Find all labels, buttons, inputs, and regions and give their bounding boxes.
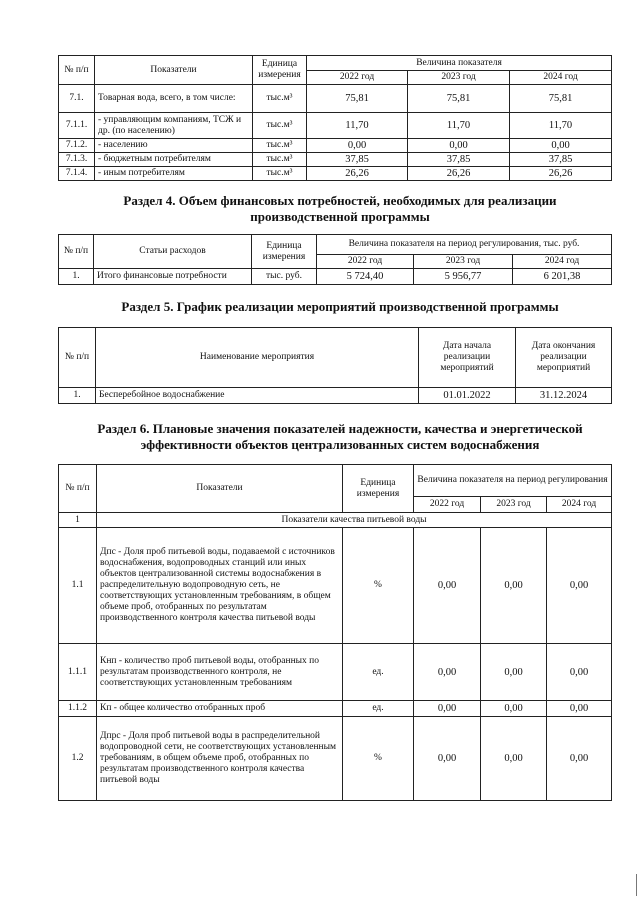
row-unit: тыс.м³ <box>253 85 307 113</box>
row-num: 7.1.2. <box>59 139 95 153</box>
row-value: 75,81 <box>510 85 612 113</box>
row-value: 6 201,38 <box>513 269 612 285</box>
row-unit: ед. <box>343 701 414 717</box>
row-num: 7.1.1. <box>59 113 95 139</box>
table-row <box>59 85 612 113</box>
row-num: 1. <box>59 388 96 404</box>
row-value: 11,70 <box>510 113 612 139</box>
row-name: Итого финансовые потребности <box>94 269 252 285</box>
row-name: Бесперебойное водоснабжение <box>96 388 419 404</box>
row-value: 0,00 <box>414 717 481 801</box>
row-value: 5 956,77 <box>414 269 513 285</box>
row-name: Дпс - Доля проб питьевой воды, подаваемой с источников водоснабжения, водопроводных станций или иных объектов централизованной системы водоснабжения в распределительную водопроводную сеть, не соответствующих установленным требованиям, в общем объеме проб, отобранных по результатам производственного контроля качества питьевой воды <box>97 528 343 644</box>
table-row <box>59 153 612 167</box>
header-value: Величина показателя на период регулирования <box>414 465 612 497</box>
header-year: 2022 год <box>414 497 481 513</box>
row-value: 75,81 <box>307 85 408 113</box>
header-indicator: Показатели <box>95 56 253 85</box>
row-name: Дпрс - Доля проб питьевой воды в распределительной водопроводной сети, не соответствующих установленным требованиям, в общем объеме проб, отобранных по результатам производственного контроля качества питьевой воды <box>97 717 343 801</box>
group-num: 1 <box>59 513 97 528</box>
header-activity: Наименование мероприятия <box>96 328 419 388</box>
header-year: 2022 год <box>317 255 414 269</box>
row-unit: тыс. руб. <box>252 269 317 285</box>
table-row <box>59 701 612 717</box>
section6-title: Раздел 6. Плановые значения показателей надежности, качества и энергетической эффективности объектов централизованных систем водоснабжения <box>97 421 583 452</box>
group-label: Показатели качества питьевой воды <box>97 513 612 528</box>
row-value: 26,26 <box>408 167 510 181</box>
row-value: 5 724,40 <box>317 269 414 285</box>
table-row <box>59 269 612 285</box>
row-num: 1. <box>59 269 94 285</box>
header-value: Величина показателя <box>307 56 612 71</box>
row-num: 1.1.1 <box>59 644 97 701</box>
row-end-date: 31.12.2024 <box>516 388 612 404</box>
row-value: 0,00 <box>510 139 612 153</box>
row-value: 11,70 <box>307 113 408 139</box>
header-value: Величина показателя на период регулирования, тыс. руб. <box>317 235 612 255</box>
group-row <box>59 513 612 528</box>
row-unit: тыс.м³ <box>253 153 307 167</box>
header-unit: Единица измерения <box>253 56 307 85</box>
schedule-table <box>58 327 612 404</box>
row-name: Товарная вода, всего, в том числе: <box>95 85 253 113</box>
row-unit: тыс.м³ <box>253 167 307 181</box>
row-value: 75,81 <box>408 85 510 113</box>
row-num: 1.1.2 <box>59 701 97 717</box>
row-value: 37,85 <box>510 153 612 167</box>
row-name: Кнп - количество проб питьевой воды, отобранных по результатам производственного контроля, не соответствующих установленным требованиям <box>97 644 343 701</box>
row-value: 37,85 <box>408 153 510 167</box>
table-row <box>59 644 612 701</box>
row-value: 26,26 <box>510 167 612 181</box>
header-start-date: Дата начала реализации мероприятий <box>419 328 516 388</box>
row-num: 1.2 <box>59 717 97 801</box>
financial-needs-table <box>58 234 612 285</box>
water-volume-table <box>58 55 612 181</box>
row-value: 0,00 <box>414 701 481 717</box>
row-unit: ед. <box>343 644 414 701</box>
header-year: 2023 год <box>408 71 510 85</box>
header-num: № п/п <box>59 328 96 388</box>
reliability-table <box>58 464 612 801</box>
row-value: 0,00 <box>414 644 481 701</box>
row-value: 0,00 <box>547 528 612 644</box>
header-year: 2024 год <box>547 497 612 513</box>
row-value: 0,00 <box>307 139 408 153</box>
row-num: 7.1.3. <box>59 153 95 167</box>
table-row <box>59 717 612 801</box>
row-value: 0,00 <box>547 717 612 801</box>
header-year: 2022 год <box>307 71 408 85</box>
header-year: 2024 год <box>513 255 612 269</box>
row-name: - бюджетным потребителям <box>95 153 253 167</box>
row-unit: % <box>343 717 414 801</box>
header-indicator: Показатели <box>97 465 343 513</box>
row-value: 0,00 <box>481 701 547 717</box>
header-num: № п/п <box>59 56 95 85</box>
section5-title: Раздел 5. График реализации мероприятий производственной программы <box>121 299 559 314</box>
row-unit: тыс.м³ <box>253 113 307 139</box>
row-name: - управляющим компаниям, ТСЖ и др. (по населению) <box>95 113 253 139</box>
row-name: - иным потребителям <box>95 167 253 181</box>
header-unit: Единица измерения <box>252 235 317 269</box>
table-row <box>59 113 612 139</box>
row-name: Кп - общее количество отобранных проб <box>97 701 343 717</box>
row-unit: тыс.м³ <box>253 139 307 153</box>
row-value: 0,00 <box>547 701 612 717</box>
row-value: 0,00 <box>414 528 481 644</box>
row-num: 7.1.4. <box>59 167 95 181</box>
row-value: 11,70 <box>408 113 510 139</box>
header-end-date: Дата окончания реализации мероприятий <box>516 328 612 388</box>
row-value: 0,00 <box>408 139 510 153</box>
header-unit: Единица измерения <box>343 465 414 513</box>
row-value: 0,00 <box>481 528 547 644</box>
header-num: № п/п <box>59 465 97 513</box>
header-num: № п/п <box>59 235 94 269</box>
row-num: 7.1. <box>59 85 95 113</box>
header-year: 2023 год <box>414 255 513 269</box>
row-value: 37,85 <box>307 153 408 167</box>
header-year: 2024 год <box>510 71 612 85</box>
row-value: 0,00 <box>547 644 612 701</box>
row-unit: % <box>343 528 414 644</box>
row-name: - населению <box>95 139 253 153</box>
row-value: 0,00 <box>481 717 547 801</box>
row-start-date: 01.01.2022 <box>419 388 516 404</box>
scan-edge-mark <box>636 874 637 896</box>
section4-title: Раздел 4. Объем финансовых потребностей, необходимых для реализации производственной программы <box>123 193 557 224</box>
table-row <box>59 528 612 644</box>
table-row <box>59 167 612 181</box>
row-value: 0,00 <box>481 644 547 701</box>
table-row <box>59 388 612 404</box>
row-num: 1.1 <box>59 528 97 644</box>
header-expense: Статьи расходов <box>94 235 252 269</box>
table-row <box>59 139 612 153</box>
header-year: 2023 год <box>481 497 547 513</box>
row-value: 26,26 <box>307 167 408 181</box>
